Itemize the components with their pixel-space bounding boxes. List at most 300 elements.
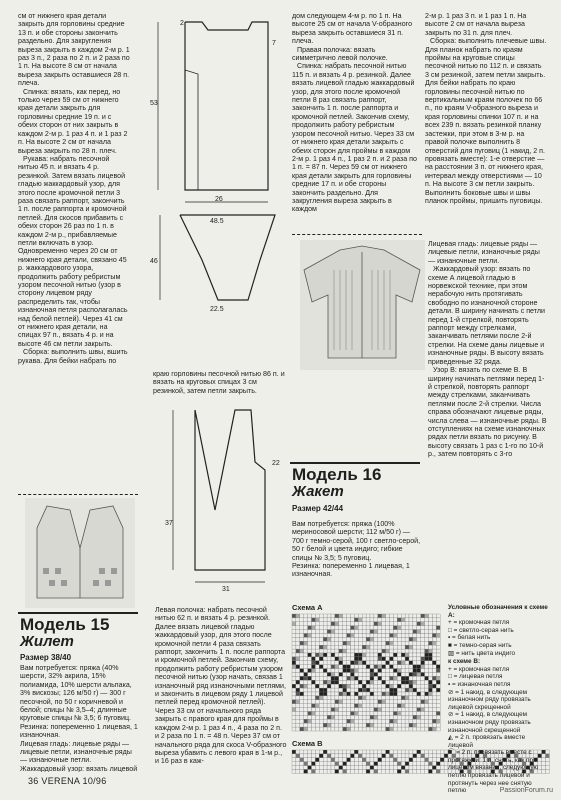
chart-cell — [405, 673, 409, 677]
chart-cell — [436, 712, 440, 716]
chart-cell — [370, 661, 374, 665]
chart-cell — [362, 770, 366, 774]
chart-cell — [436, 727, 440, 731]
chart-cell — [382, 692, 386, 696]
chart-cell — [374, 634, 378, 638]
chart-cell — [304, 727, 308, 731]
chart-cell — [440, 754, 444, 758]
chart-cell — [343, 641, 347, 645]
para: Лицевая гладь: лицевые ряды — лицевые петли, изнаночные ряды — изнаночные петли. — [20, 739, 132, 765]
chart-cell — [393, 645, 397, 649]
chart-cell — [370, 645, 374, 649]
chart-cell — [304, 712, 308, 716]
chart-cell — [331, 715, 335, 719]
chart-cell — [358, 637, 362, 641]
chart-cell — [401, 766, 405, 770]
chart-cell — [312, 758, 316, 762]
chart-cell — [370, 692, 374, 696]
chart-cell — [382, 700, 386, 704]
chart-cell — [386, 622, 390, 626]
chart-cell — [351, 634, 355, 638]
chart-cell — [436, 669, 440, 673]
chart-cell — [335, 630, 339, 634]
chart-cell — [370, 700, 374, 704]
chart-cell — [347, 680, 351, 684]
chart-cell — [327, 770, 331, 774]
chart-cell — [323, 614, 327, 618]
chart-cell — [432, 661, 436, 665]
chart-cell — [315, 653, 319, 657]
chart-cell — [382, 618, 386, 622]
chart-cell — [315, 669, 319, 673]
chart-cell — [390, 634, 394, 638]
chart-cell — [378, 634, 382, 638]
chart-cell — [397, 626, 401, 630]
chart-cell — [366, 700, 370, 704]
model15-number: Модель 15 — [20, 615, 110, 634]
chart-cell — [312, 634, 316, 638]
chart-cell — [362, 715, 366, 719]
chart-cell — [409, 704, 413, 708]
chart-cell — [425, 715, 429, 719]
chart-cell — [378, 766, 382, 770]
chart-cell — [378, 704, 382, 708]
chart-cell — [393, 727, 397, 731]
chart-cell — [296, 700, 300, 704]
chart-cell — [374, 704, 378, 708]
chart-cell — [429, 676, 433, 680]
chart-cell — [432, 618, 436, 622]
chart-cell — [393, 630, 397, 634]
chart-cell — [401, 754, 405, 758]
chart-cell — [382, 661, 386, 665]
chart-cell — [432, 692, 436, 696]
chart-cell — [292, 665, 296, 669]
chart-cell — [401, 669, 405, 673]
chart-cell — [300, 626, 304, 630]
chart-cell — [296, 665, 300, 669]
chart-cell — [417, 657, 421, 661]
page-footer: 36 VERENA 10/96 — [28, 776, 107, 786]
chart-cell — [409, 614, 413, 618]
chart-cell — [343, 622, 347, 626]
chart-cell — [432, 673, 436, 677]
chart-cell — [440, 770, 444, 774]
chart-cell — [393, 618, 397, 622]
chart-cell — [292, 754, 296, 758]
chart-cell — [405, 645, 409, 649]
chart-cell — [323, 727, 327, 731]
chart-cell — [347, 657, 351, 661]
chart-cell — [300, 704, 304, 708]
chart-cell — [366, 770, 370, 774]
dim-label: 22 — [272, 460, 280, 467]
chart-cell — [358, 614, 362, 618]
chart-cell — [417, 715, 421, 719]
chart-cell — [351, 762, 355, 766]
chart-cell — [347, 758, 351, 762]
chart-cell — [366, 715, 370, 719]
chart-cell — [374, 614, 378, 618]
chart-cell — [308, 665, 312, 669]
chart-cell — [390, 692, 394, 696]
chart-cell — [300, 653, 304, 657]
para: краю горловины песочной нитью 86 п. и вязать на круговых спицах 3 см резинкой, затем петли закрыть. — [153, 370, 285, 395]
para: Спинка: вязать, как перед, но только через 59 см от нижнего края детали закрыть для горловины средние 19 п. и с обеих сторон от них закрыть в каждом 2-м р. 1 раз 4 п. и 1 раз 2 п. На высоте 2 см от начала выреза закрыть по 28 п. плеч. — [18, 87, 128, 155]
chart-cell — [343, 680, 347, 684]
chart-cell — [436, 719, 440, 723]
chart-cell — [401, 684, 405, 688]
chart-cell — [339, 680, 343, 684]
chart-cell — [308, 614, 312, 618]
chart-cell — [421, 770, 425, 774]
chart-cell — [370, 708, 374, 712]
chart-cell — [421, 700, 425, 704]
chart-cell — [429, 766, 433, 770]
chart-cell — [429, 645, 433, 649]
chart-cell — [417, 637, 421, 641]
chart-cell — [382, 719, 386, 723]
chart-cell — [315, 719, 319, 723]
chart-cell — [421, 727, 425, 731]
chart-cell — [335, 704, 339, 708]
chart-cell — [362, 712, 366, 716]
model16-rule — [290, 462, 420, 464]
chart-cell — [397, 688, 401, 692]
chart-cell — [319, 700, 323, 704]
chart-cell — [358, 676, 362, 680]
chart-cell — [323, 770, 327, 774]
chart-cell — [312, 766, 316, 770]
jacket-illustration — [300, 240, 425, 370]
chart-cell — [378, 723, 382, 727]
chart-cell — [347, 630, 351, 634]
chart-cell — [382, 673, 386, 677]
chart-cell — [354, 641, 358, 645]
chart-cell — [315, 688, 319, 692]
chart-cell — [390, 637, 394, 641]
chart-cell — [296, 676, 300, 680]
chart-cell — [409, 723, 413, 727]
chart-cell — [366, 661, 370, 665]
chart-cell — [327, 766, 331, 770]
chart-cell — [343, 766, 347, 770]
section-divider — [292, 234, 422, 235]
chart-cell — [370, 641, 374, 645]
chart-cell — [292, 661, 296, 665]
chart-cell — [300, 637, 304, 641]
model15-size: Размер 38/40 — [20, 653, 72, 662]
chart-cell — [378, 649, 382, 653]
chart-cell — [335, 708, 339, 712]
chart-cell — [335, 653, 339, 657]
chart-cell — [366, 680, 370, 684]
para: Сборка: выполнить швы, вшить рукава. Для бейки набрать по — [18, 348, 128, 365]
chart-cell — [405, 712, 409, 716]
chart-cell — [354, 758, 358, 762]
chart-cell — [323, 626, 327, 630]
dim-label: 31 — [222, 586, 230, 593]
chart-cell — [343, 676, 347, 680]
chart-cell — [382, 758, 386, 762]
chart-cell — [370, 673, 374, 677]
chart-cell — [300, 754, 304, 758]
chart-cell — [370, 704, 374, 708]
chart-cell — [312, 641, 316, 645]
chart-cell — [401, 637, 405, 641]
model16-size: Размер 42/44 — [292, 504, 344, 513]
chart-cell — [366, 637, 370, 641]
chart-cell — [413, 680, 417, 684]
legend-item: ▪ = изнаночная петля — [448, 680, 511, 688]
chart-cell — [370, 696, 374, 700]
chart-cell — [354, 634, 358, 638]
vest-illustration — [25, 498, 135, 608]
chart-cell — [417, 641, 421, 645]
chart-cell — [440, 766, 444, 770]
chart-cell — [351, 622, 355, 626]
chart-cell — [308, 649, 312, 653]
chart-cell — [312, 653, 316, 657]
chart-cell — [296, 758, 300, 762]
chart-cell — [347, 766, 351, 770]
chart-cell — [315, 684, 319, 688]
chart-cell — [436, 762, 440, 766]
chart-cell — [374, 727, 378, 731]
chart-cell — [417, 673, 421, 677]
chart-cell — [425, 770, 429, 774]
chart-cell — [386, 758, 390, 762]
chart-cell — [315, 680, 319, 684]
chart-cell — [304, 645, 308, 649]
chart-cell — [351, 692, 355, 696]
chart-cell — [378, 680, 382, 684]
chart-cell — [390, 657, 394, 661]
chart-cell — [304, 696, 308, 700]
chart-cell — [358, 622, 362, 626]
chart-cell — [405, 696, 409, 700]
chart-cell — [331, 696, 335, 700]
chart-cell — [296, 645, 300, 649]
chart-cell — [300, 700, 304, 704]
chart-cell — [425, 653, 429, 657]
chart-cell — [401, 618, 405, 622]
chart-cell — [393, 626, 397, 630]
chart-cell — [315, 676, 319, 680]
chart-cell — [304, 637, 308, 641]
chart-cell — [312, 676, 316, 680]
chart-cell — [323, 673, 327, 677]
chart-cell — [386, 684, 390, 688]
chart-cell — [354, 622, 358, 626]
chart-cell — [323, 704, 327, 708]
chart-cell — [300, 630, 304, 634]
chart-cell — [436, 704, 440, 708]
chart-cell — [421, 723, 425, 727]
chart-cell — [393, 750, 397, 754]
chart-cell — [413, 700, 417, 704]
chart-cell — [343, 712, 347, 716]
chart-cell — [354, 645, 358, 649]
chart-cell — [323, 637, 327, 641]
chart-cell — [347, 750, 351, 754]
chart-cell — [339, 723, 343, 727]
para: см от нижнего края детали закрыть для горловины средние 13 п. и обе стороны закончить раздельно. Для закругления выреза закрыть в каждом 2-м р. 1 раз 3 п., 2 раза по 2 п. и 2 раза по 1 п. На высоте 8 см от начала выреза закрыть оставшиеся 28 п. плеча. — [18, 12, 130, 88]
chart-cell — [343, 754, 347, 758]
chart-cell — [304, 750, 308, 754]
chart-cell — [436, 641, 440, 645]
chart-cell — [436, 692, 440, 696]
chart-cell — [436, 688, 440, 692]
chart-cell — [425, 727, 429, 731]
chart-cell — [312, 770, 316, 774]
chart-cell — [378, 653, 382, 657]
chart-cell — [429, 715, 433, 719]
chart-cell — [425, 618, 429, 622]
chart-cell — [378, 750, 382, 754]
chart-cell — [390, 719, 394, 723]
chart-cell — [312, 723, 316, 727]
chart-cell — [421, 673, 425, 677]
chart-cell — [409, 665, 413, 669]
chart-cell — [343, 661, 347, 665]
chart-cell — [425, 680, 429, 684]
chart-cell — [331, 645, 335, 649]
chart-cell — [401, 676, 405, 680]
chart-cell — [343, 758, 347, 762]
chart-cell — [339, 669, 343, 673]
chart-cell — [393, 649, 397, 653]
chart-cell — [335, 758, 339, 762]
chart-cell — [327, 708, 331, 712]
chart-cell — [397, 770, 401, 774]
chart-cell — [354, 754, 358, 758]
chart-cell — [358, 696, 362, 700]
chart-cell — [323, 653, 327, 657]
chart-cell — [304, 754, 308, 758]
chart-cell — [405, 614, 409, 618]
chart-cell — [312, 750, 316, 754]
chart-cell — [417, 704, 421, 708]
chart-cell — [362, 754, 366, 758]
chart-cell — [308, 723, 312, 727]
chart-cell — [413, 708, 417, 712]
chart-cell — [425, 661, 429, 665]
chart-cell — [401, 700, 405, 704]
chart-cell — [386, 696, 390, 700]
chart-cell — [315, 649, 319, 653]
chart-cell — [319, 696, 323, 700]
chart-cell — [339, 708, 343, 712]
chart-cell — [319, 692, 323, 696]
chart-cell — [393, 766, 397, 770]
chart-cell — [436, 657, 440, 661]
chart-cell — [370, 727, 374, 731]
chart-cell — [401, 712, 405, 716]
chart-cell — [300, 766, 304, 770]
chart-cell — [366, 766, 370, 770]
chart-cell — [429, 754, 433, 758]
chart-cell — [327, 665, 331, 669]
chart-cell — [323, 665, 327, 669]
chart-cell — [429, 649, 433, 653]
chart-cell — [319, 750, 323, 754]
chart-cell — [413, 645, 417, 649]
chart-cell — [327, 676, 331, 680]
chart-cell — [378, 758, 382, 762]
chart-cell — [312, 622, 316, 626]
chart-cell — [296, 673, 300, 677]
chart-cell — [323, 634, 327, 638]
legend-item: ▪ = белая нить — [448, 634, 491, 642]
chart-cell — [417, 712, 421, 716]
chart-cell — [315, 657, 319, 661]
chart-cell — [296, 712, 300, 716]
chart-cell — [362, 719, 366, 723]
chart-cell — [339, 704, 343, 708]
chart-cell — [378, 645, 382, 649]
chart-cell — [425, 700, 429, 704]
chart-cell — [308, 770, 312, 774]
chart-cell — [339, 766, 343, 770]
chart-cell — [296, 704, 300, 708]
chart-cell — [386, 680, 390, 684]
chart-cell — [378, 637, 382, 641]
chart-cell — [331, 770, 335, 774]
legend-item: ◭ = 2 п. провязать вместе лицевой — [448, 734, 526, 749]
chart-cell — [374, 649, 378, 653]
chart-cell — [370, 684, 374, 688]
chart-cell — [292, 684, 296, 688]
chart-cell — [304, 661, 308, 665]
chart-cell — [401, 715, 405, 719]
chart-cell — [300, 758, 304, 762]
chart-cell — [393, 715, 397, 719]
chart-cell — [370, 630, 374, 634]
chart-cell — [331, 692, 335, 696]
chart-cell — [315, 618, 319, 622]
chart-cell — [339, 622, 343, 626]
chart-cell — [421, 688, 425, 692]
chart-cell — [312, 673, 316, 677]
chart-cell — [362, 700, 366, 704]
chart-cell — [393, 614, 397, 618]
chart-cell — [296, 762, 300, 766]
chart-cell — [413, 715, 417, 719]
chart-cell — [417, 723, 421, 727]
chart-cell — [366, 712, 370, 716]
chart-cell — [343, 626, 347, 630]
chart-cell — [312, 649, 316, 653]
chart-cell — [382, 727, 386, 731]
chart-cell — [393, 676, 397, 680]
chart-cell — [362, 669, 366, 673]
chart-cell — [304, 766, 308, 770]
chart-cell — [304, 762, 308, 766]
chart-cell — [343, 700, 347, 704]
chart-cell — [429, 673, 433, 677]
chart-cell — [331, 673, 335, 677]
chart-cell — [397, 684, 401, 688]
chart-cell — [409, 618, 413, 622]
chart-cell — [354, 673, 358, 677]
chart-cell — [362, 645, 366, 649]
chart-cell — [413, 704, 417, 708]
chart-cell — [296, 692, 300, 696]
chart-cell — [397, 665, 401, 669]
chart-cell — [351, 637, 355, 641]
chart-cell — [425, 637, 429, 641]
